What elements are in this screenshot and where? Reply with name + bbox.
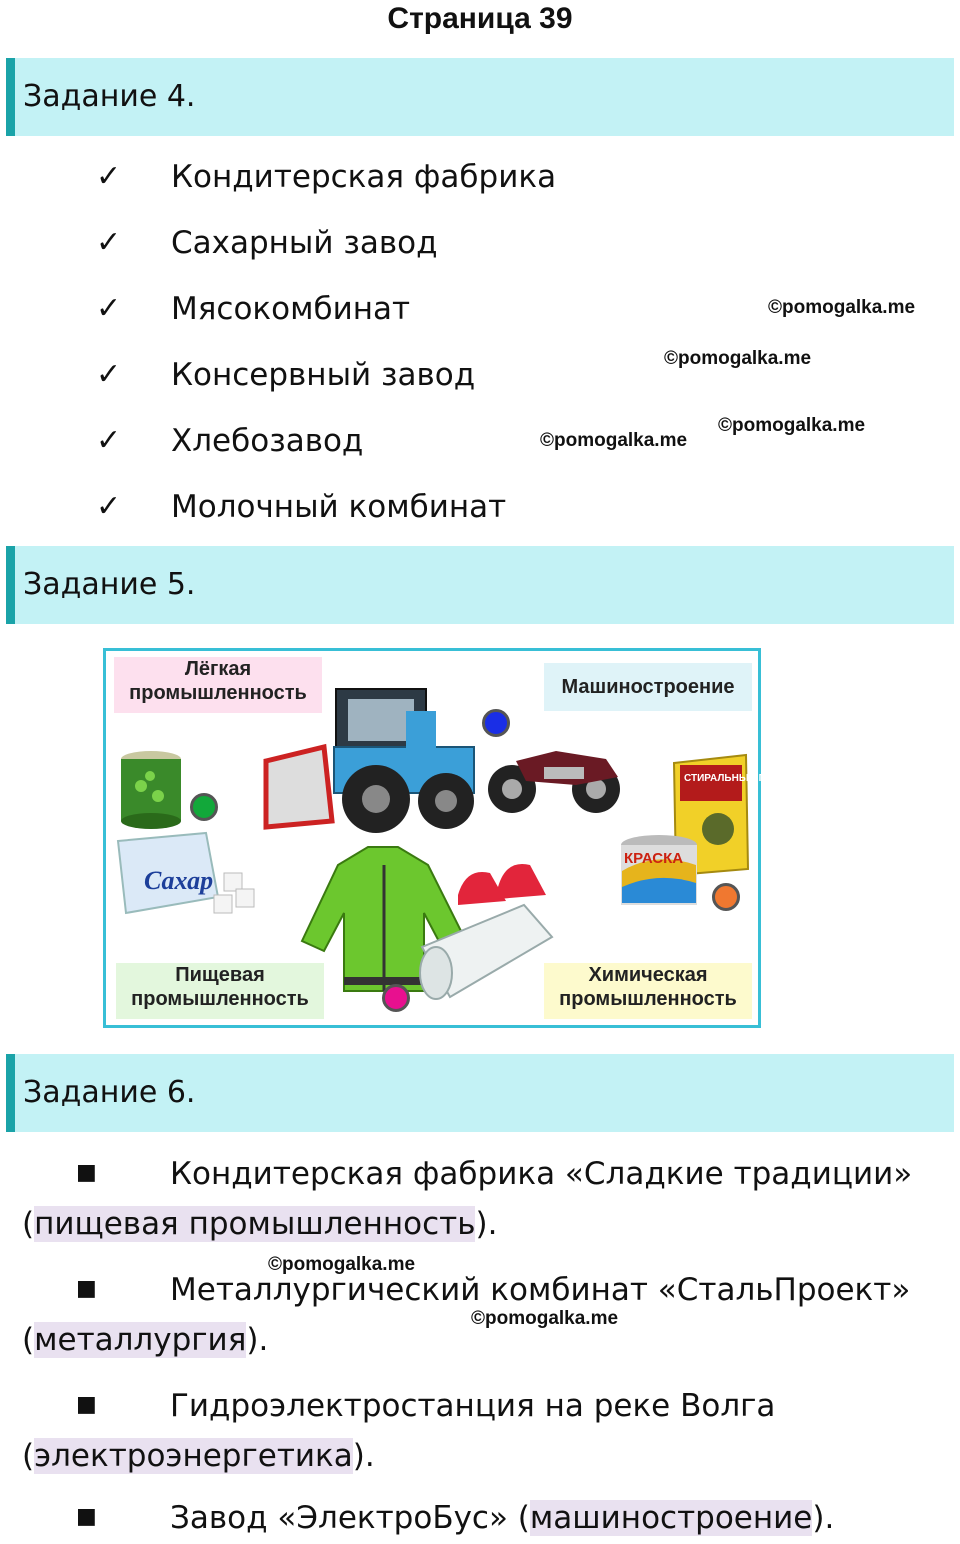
- industry-picture: [103, 648, 812, 1028]
- green-dot: [190, 793, 218, 821]
- shoes-image: [458, 864, 546, 905]
- watermark: ©pomogalka.me: [540, 430, 688, 451]
- motorcycle-image: [488, 751, 620, 813]
- label-machine-building: Машиностроение: [544, 663, 752, 711]
- magenta-dot: [382, 984, 410, 1012]
- watermark: ©pomogalka.me: [268, 1254, 416, 1275]
- task4-header: Задание 4.: [6, 58, 954, 136]
- checkmark-icon: ✓: [96, 423, 122, 458]
- page-title: Страница 39: [387, 2, 573, 35]
- label-food-industry: Пищевая промышленность: [116, 963, 324, 1019]
- bullet-icon: ■: [76, 1392, 97, 1417]
- checkmark-icon: ✓: [96, 159, 122, 194]
- task6-header: Задание 6.: [6, 1054, 954, 1132]
- bullet-icon: ■: [76, 1504, 97, 1529]
- watermark: ©pomogalka.me: [718, 415, 866, 436]
- bullet-icon: ■: [76, 1160, 97, 1185]
- sugar-box-image: [118, 833, 254, 913]
- task5-header: Задание 5.: [6, 546, 954, 624]
- watermark: ©pomogalka.me: [471, 1308, 619, 1329]
- paint-can-image: [621, 835, 697, 905]
- tractor-image: [266, 689, 474, 833]
- paint-label: КРАСКА: [624, 850, 684, 867]
- answer-highlight: электроэнергетика: [34, 1438, 353, 1474]
- watermark: ©pomogalka.me: [664, 348, 812, 369]
- orange-dot: [712, 883, 740, 911]
- answer-highlight: машиностроение: [529, 1500, 813, 1536]
- powder-label: СТИРАЛЬНЫЙ ПОРОШОК: [684, 773, 812, 784]
- label-chemical-industry: Химическая промышленность: [544, 963, 752, 1019]
- bullet-icon: ■: [76, 1276, 97, 1301]
- sugar-label: Сахар: [144, 866, 214, 895]
- checkmark-icon: ✓: [96, 225, 122, 260]
- label-light-industry: Лёгкая промышленность: [114, 657, 322, 713]
- industry-illustration: [106, 651, 812, 1025]
- checkmark-icon: ✓: [96, 357, 122, 392]
- answer-highlight: металлургия: [34, 1322, 247, 1358]
- checkmark-icon: ✓: [96, 291, 122, 326]
- blue-dot: [482, 709, 510, 737]
- watermark: ©pomogalka.me: [768, 297, 916, 318]
- answer-highlight: пищевая промышленность: [34, 1206, 476, 1242]
- peas-can-image: [121, 751, 181, 829]
- checkmark-icon: ✓: [96, 489, 122, 524]
